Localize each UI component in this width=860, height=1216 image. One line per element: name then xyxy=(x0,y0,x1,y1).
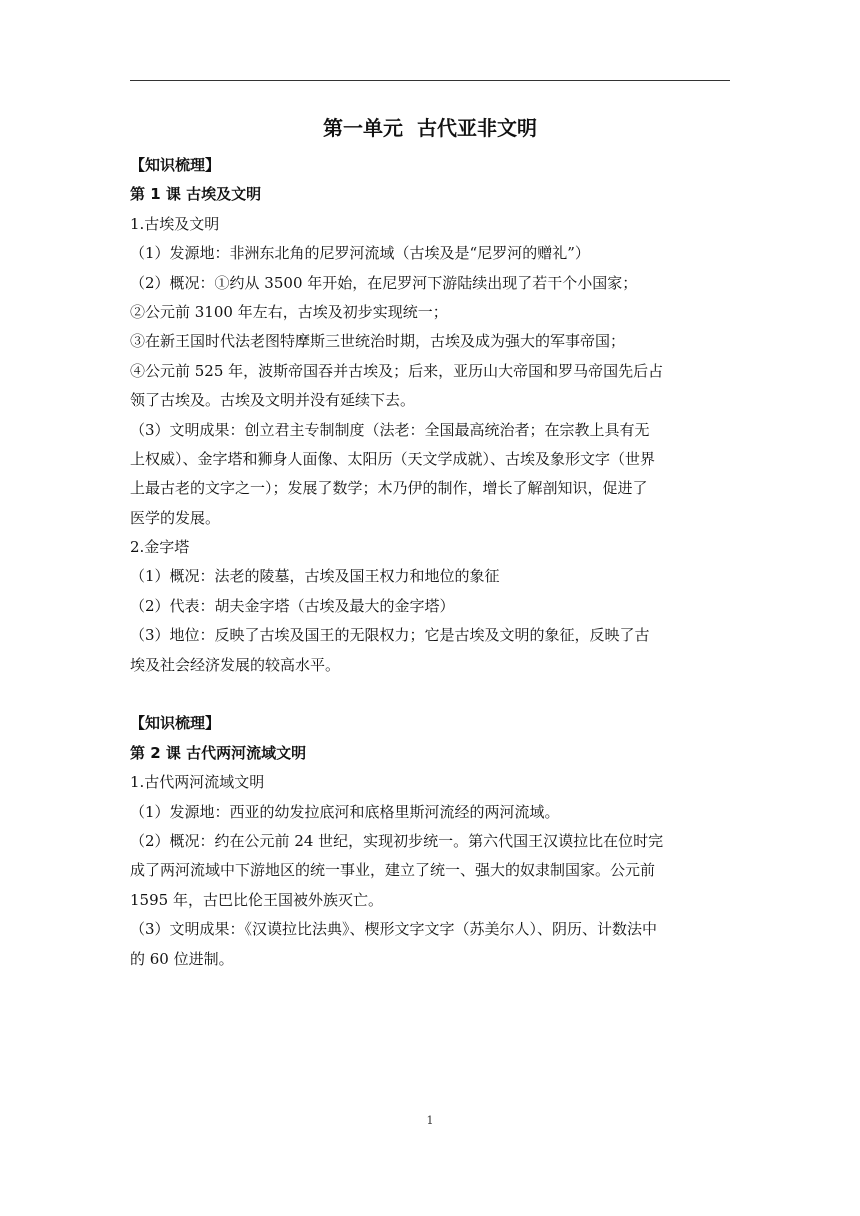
text-line: 1.古代两河流域文明 xyxy=(130,773,265,792)
text-line: （3）文明成果：创立君主专制制度（法老：全国最高统治者；在宗教上具有无 xyxy=(130,420,650,439)
lesson-title: 第 1 课 古埃及文明 xyxy=(130,185,262,204)
section-gap xyxy=(130,680,732,709)
text-line: 医学的发展。 xyxy=(130,508,221,527)
text-line: （3）地位：反映了古埃及国王的无限权力；它是古埃及文明的象征，反映了古 xyxy=(130,626,650,645)
text-line: 的 60 位进制。 xyxy=(130,949,234,968)
text-line: （1）概况：法老的陵墓，古埃及国王权力和地位的象征 xyxy=(130,567,500,586)
text-line: （2）概况：①约从 3500 年开始，在尼罗河下游陆续出现了若干个小国家； xyxy=(130,273,638,292)
text-line: 1595 年，古巴比伦王国被外族灭亡。 xyxy=(130,890,383,909)
text-line: 上权威）、金字塔和狮身人面像、太阳历（天文学成就）、古埃及象形文字（世界 xyxy=(130,449,656,468)
text-line: （1）发源地：非洲东北角的尼罗河流域（古埃及是“尼罗河的赠礼”） xyxy=(130,244,590,263)
text-line: ③在新王国时代法老图特摩斯三世统治时期，古埃及成为强大的军事帝国； xyxy=(130,332,626,351)
text-line: ②公元前 3100 年左右，古埃及初步实现统一； xyxy=(130,302,448,321)
text-line: （2）代表：胡夫金字塔（古埃及最大的金字塔） xyxy=(130,596,455,615)
text-line: （1）发源地：西亚的幼发拉底河和底格里斯河流经的两河流域。 xyxy=(130,802,560,821)
text-line: （3）文明成果：《汉谟拉比法典》、楔形文字文字（苏美尔人）、阴历、计数法中 xyxy=(130,920,658,939)
document-body xyxy=(130,151,732,974)
page-number: 1 xyxy=(426,1114,434,1127)
text-line: 2.金字塔 xyxy=(130,538,190,557)
text-line: 成了两河流域中下游地区的统一事业，建立了统一、强大的奴隶制国家。公元前 xyxy=(130,861,656,880)
text-line: ④公元前 525 年，波斯帝国吞并古埃及；后来，亚历山大帝国和罗马帝国先后占 xyxy=(130,361,664,380)
lesson-title: 第 2 课 古代两河流域文明 xyxy=(130,743,307,762)
text-line: （2）概况：约在公元前 24 世纪，实现初步统一。第六代国王汉谟拉比在位时完 xyxy=(130,831,664,850)
section-heading: 【知识梳理】 xyxy=(130,714,221,733)
header-rule xyxy=(130,80,730,81)
text-line: 埃及社会经济发展的较高水平。 xyxy=(130,655,341,674)
page-title: 第一单元 古代亚非文明 xyxy=(323,116,537,140)
text-line: 领了古埃及。古埃及文明并没有延续下去。 xyxy=(130,391,416,410)
text-line: 1.古埃及文明 xyxy=(130,214,220,233)
section-heading: 【知识梳理】 xyxy=(130,156,221,174)
text-line: 上最古老的文字之一）；发展了数学；木乃伊的制作，增长了解剖知识，促进了 xyxy=(130,479,648,498)
